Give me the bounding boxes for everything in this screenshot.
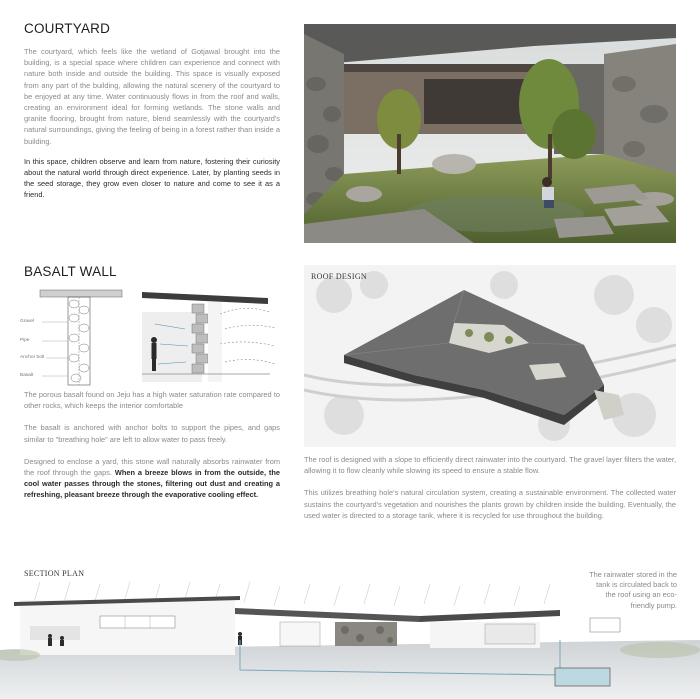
section-plan-drawing: [0, 580, 700, 699]
basalt-wall-detail: [20, 284, 290, 388]
section-plan-title: SECTION PLAN: [24, 569, 85, 578]
courtyard-rendering: [304, 24, 676, 243]
section-note: The rainwater stored in the tank is circulated back to the roof using an eco-friendly pump.: [589, 570, 677, 610]
courtyard-text: [24, 46, 280, 201]
roof-design-drawing: [304, 265, 676, 447]
courtyard-paragraph-2: In this space, children observe and learn from nature, fostering their curiosity about the natural world through direct experience. Later, by planting seeds in the seed storage, they grow even closer to nature and come to see it as a friend.: [24, 156, 280, 200]
roof-text: [304, 454, 676, 521]
label-pipe: Pipe: [20, 338, 30, 343]
basalt-paragraph-1: The porous basalt found on Jeju has a high water saturation rate compared to other rocks, which keeps the interior comfortable: [24, 390, 280, 411]
courtyard-paragraph-1: The courtyard, which feels like the wetland of Gotjawal brought into the building, is a special space where children can experience and connect with nature both inside and outside the building. This space is visually exposed from any part of the building, allowing the natural scenery of the courtyard to be enjoyed at any time. Water continuously flows in from the roof and walls, creating an environment ideal for forming wetlands. The stone walls and granite flooring, brought from nature, blend seamlessly with the courtyard's natural surroundings, giving the feeling of being in a forest rather than inside a building.: [24, 47, 280, 146]
roof-paragraph-2: This utilizes breathing hole's natural circulation system, creating a sustainable environment. The collected water sustains the courtyard's vegetation and nourishes the plants grown by children inside the building. Eventually, the used water is directed to a storage tank, where it is recycled for use throughout the building.: [304, 488, 676, 520]
label-gravel: Gravel: [20, 319, 35, 324]
courtyard-heading: COURTYARD: [24, 21, 111, 36]
basalt-heading: BASALT WALL: [24, 264, 117, 279]
label-basalt: Basalt: [20, 373, 34, 378]
roof-design-title: ROOF DESIGN: [311, 272, 367, 281]
basalt-paragraph-3-bold: When a breeze blows in from the outside, the cool water passes through the stones, filtering out dust and creating a refreshing, pleasant breeze through the evaporative cooling effect.: [24, 468, 280, 500]
label-anchor-bolt: Anchor bolt: [20, 355, 45, 360]
basalt-text: [24, 389, 280, 501]
basalt-paragraph-2: The basalt is anchored with anchor bolts to support the pipes, and gaps similar to "breathing hole" are left to allow water to pass freely.: [24, 423, 280, 444]
basalt-paragraph-3: Designed to enclose a yard, this stone wall naturally absorbs rainwater from the roof through the gaps.: [24, 456, 280, 478]
roof-paragraph-1: The roof is designed with a slope to efficiently direct rainwater into the courtyard. The gravel layer filters the water, allowing it to flow cleanly while slowing its speed to ensure a stable flow.: [304, 455, 676, 476]
